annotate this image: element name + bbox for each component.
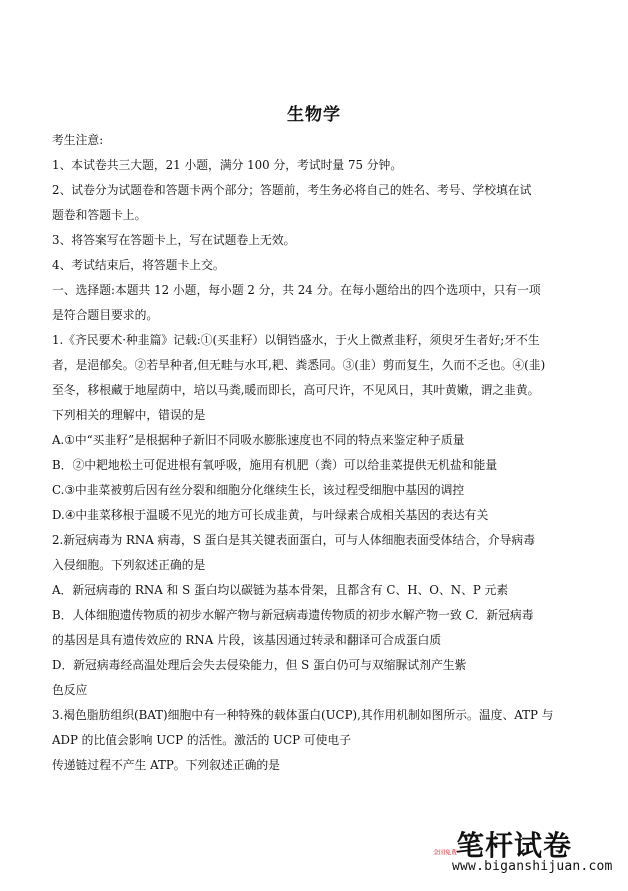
notice-line: 题卷和答题卡上。 (52, 208, 147, 222)
watermark-badge: 全国免费 (433, 849, 457, 856)
question-1-option-a: A.①中“买韭籽”是根据种子新旧不同吸水膨胀速度也不同的特点来鉴定种子质量 (52, 433, 465, 447)
notice-line: 4、考试结束后，将答题卡上交。 (52, 258, 225, 272)
question-1-option-b: B．②中耙地松土可促进根有氧呼吸，施用有机肥（粪）可以给韭菜提供无机盐和能量 (52, 458, 498, 472)
question-2-option-d: D．新冠病毒经高温处理后会失去侵染能力，但 S 蛋白仍可与双缩脲试剂产生紫 (52, 658, 467, 672)
question-3-stem: ADP 的比值会影响 UCP 的活性。激活的 UCP 可使电子 (52, 733, 352, 747)
section-heading: 一、选择题:本题共 12 小题，每小题 2 分，共 24 分。在每小题给出的四个选项中，只有一项 (52, 283, 541, 297)
question-1-option-c: C.③中韭菜被剪后因有丝分裂和细胞分化继续生长，该过程受细胞中基因的调控 (52, 483, 465, 497)
section-heading: 是符合题目要求的。 (52, 308, 159, 322)
question-1-stem: 下列相关的理解中，错误的是 (52, 408, 206, 422)
question-2-option-a: A．新冠病毒的 RNA 和 S 蛋白均以碳链为基本骨架，且都含有 C、H、O、N、P 元素 (52, 583, 509, 597)
watermark-logo: 笔杆试卷 (456, 829, 573, 862)
question-1-stem: 至冬，移根藏于地屋荫中，培以马粪,暖而即长，高可尺许，不见风日，其叶黄嫩，谓之韭黄。 (52, 383, 540, 397)
question-2-stem: 2.新冠病毒为 RNA 病毒，S 蛋白是其关键表面蛋白，可与人体细胞表面受体结合，介导病毒 (52, 533, 536, 547)
notice-line: 1、本试卷共三大题，21 小题，满分 100 分，考试时量 75 分钟。 (52, 158, 403, 172)
question-1-stem: 者，是浥郁矣。②若旱种者,但无畦与水耳,耙、粪悉同。③(韭）剪而复生，久而不乏也。④(韭) (52, 358, 546, 372)
notice-line: 3、将答案写在答题卡上，写在试题卷上无效。 (52, 233, 296, 247)
question-2-option-b: B．人体细胞遗传物质的初步水解产物与新冠病毒遗传物质的初步水解产物一致 C．新冠病毒 (52, 608, 534, 622)
question-2-option-c: 的基因是具有遗传效应的 RNA 片段，该基因通过转录和翻译可合成蛋白质 (52, 633, 442, 647)
watermark-url: www.biganshijuan.com (452, 859, 613, 874)
question-2-stem: 入侵细胞。下列叙述正确的是 (52, 558, 206, 572)
question-1-option-d: D.④中韭菜移根于温暖不见光的地方可长成韭黄，与叶绿素合成相关基因的表达有关 (52, 508, 489, 522)
question-3-stem: 传递链过程不产生 ATP。下列叙述正确的是 (52, 758, 280, 772)
question-1-stem: 1.《齐民要术·种韭篇》记载:①(买韭籽）以铜铛盛水，于火上微煮韭籽，须臾牙生者好;牙不生 (52, 333, 540, 347)
notice-heading: 考生注意: (52, 133, 104, 147)
question-3-stem: 3.褐色脂肪组织(BAT)细胞中有一种特殊的载体蛋白(UCP),其作用机制如图所示。温度、ATP 与 (52, 708, 554, 722)
notice-line: 2、试卷分为试题卷和答题卡两个部分；答题前，考生务必将自己的姓名、考号、学校填在试 (52, 183, 532, 197)
page-title: 生物学 (287, 105, 341, 125)
question-2-option-d: 色反应 (52, 683, 88, 697)
